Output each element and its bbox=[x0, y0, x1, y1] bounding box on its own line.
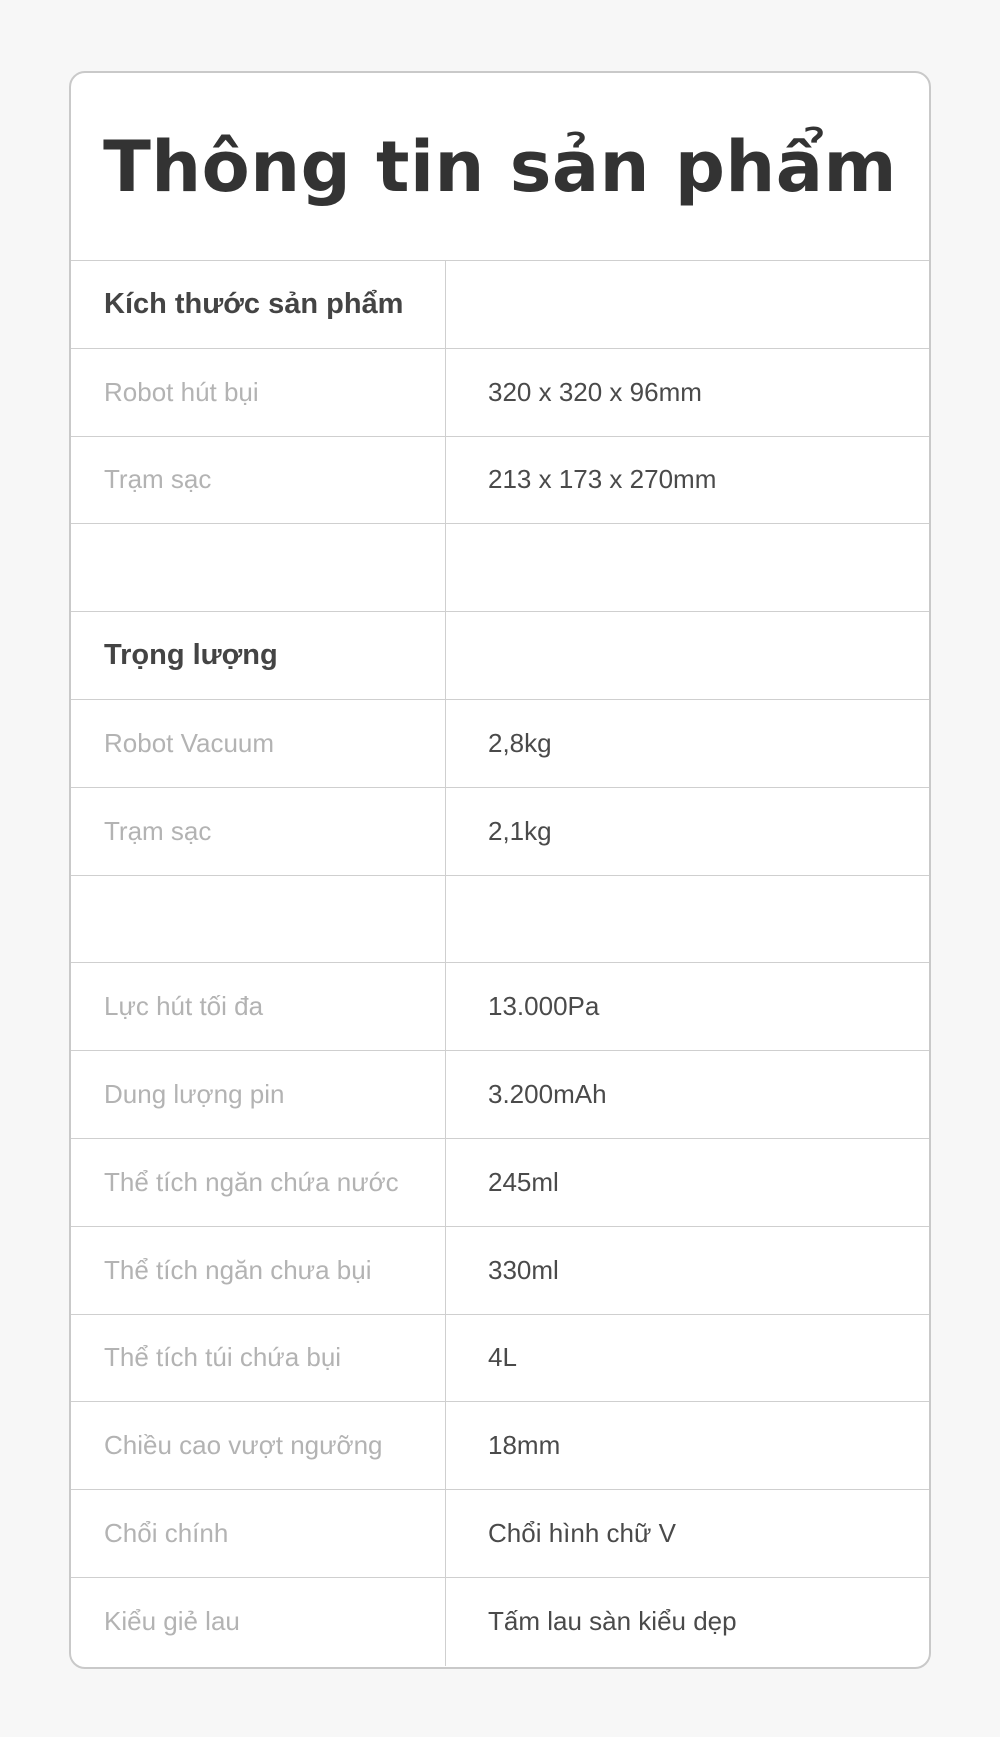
page-title: Thông tin sản phẩm bbox=[103, 125, 897, 208]
spec-value: 3.200mAh bbox=[488, 1079, 607, 1110]
spec-label: Chiều cao vượt ngưỡng bbox=[71, 1402, 446, 1489]
spec-value: Chổi hình chữ V bbox=[488, 1518, 676, 1549]
product-info-card bbox=[69, 71, 931, 1669]
spec-value: Tấm lau sàn kiểu dẹp bbox=[488, 1606, 737, 1637]
spec-value bbox=[446, 261, 929, 348]
spec-value: 18mm bbox=[488, 1430, 561, 1461]
table-row bbox=[71, 788, 929, 876]
table-row bbox=[71, 261, 929, 349]
spec-label bbox=[71, 876, 446, 963]
spec-value bbox=[446, 524, 929, 611]
spec-value: 4L bbox=[488, 1342, 517, 1373]
section-heading: Trọng lượng bbox=[71, 612, 446, 699]
spec-label bbox=[71, 524, 446, 611]
spec-label: Thể tích ngăn chưa bụi bbox=[71, 1227, 446, 1314]
title-area bbox=[71, 73, 929, 261]
table-row bbox=[71, 1402, 929, 1490]
spec-label: Dung lượng pin bbox=[71, 1051, 446, 1138]
spec-value: 320 x 320 x 96mm bbox=[488, 376, 702, 407]
table-row bbox=[71, 349, 929, 437]
spec-label: Thể tích ngăn chứa nước bbox=[71, 1139, 446, 1226]
spec-value bbox=[446, 612, 929, 699]
spec-value bbox=[446, 876, 929, 963]
table-row bbox=[71, 1578, 929, 1666]
table-row bbox=[71, 1227, 929, 1315]
table-row-empty bbox=[71, 524, 929, 612]
spec-label: Chổi chính bbox=[71, 1490, 446, 1577]
table-row bbox=[71, 1315, 929, 1403]
table-row bbox=[71, 437, 929, 525]
spec-value: 330ml bbox=[488, 1254, 559, 1285]
table-row bbox=[71, 700, 929, 788]
table-row bbox=[71, 1051, 929, 1139]
spec-label: Thể tích túi chứa bụi bbox=[71, 1315, 446, 1402]
spec-label: Robot Vacuum bbox=[71, 700, 446, 787]
table-row bbox=[71, 612, 929, 700]
spec-label: Kiểu giẻ lau bbox=[71, 1578, 446, 1666]
table-row-empty bbox=[71, 876, 929, 964]
spec-value: 213 x 173 x 270mm bbox=[488, 464, 717, 495]
spec-label: Lực hút tối đa bbox=[71, 963, 446, 1050]
section-heading: Kích thước sản phẩm bbox=[71, 261, 446, 348]
spec-value: 2,8kg bbox=[488, 727, 552, 758]
table-row bbox=[71, 963, 929, 1051]
spec-label: Robot hút bụi bbox=[71, 349, 446, 436]
spec-label: Trạm sạc bbox=[71, 788, 446, 875]
spec-table bbox=[71, 261, 929, 1666]
spec-value: 2,1kg bbox=[488, 815, 552, 846]
table-row bbox=[71, 1139, 929, 1227]
spec-value: 13.000Pa bbox=[488, 991, 600, 1022]
spec-value: 245ml bbox=[488, 1166, 559, 1197]
spec-label: Trạm sạc bbox=[71, 437, 446, 524]
table-row bbox=[71, 1490, 929, 1578]
